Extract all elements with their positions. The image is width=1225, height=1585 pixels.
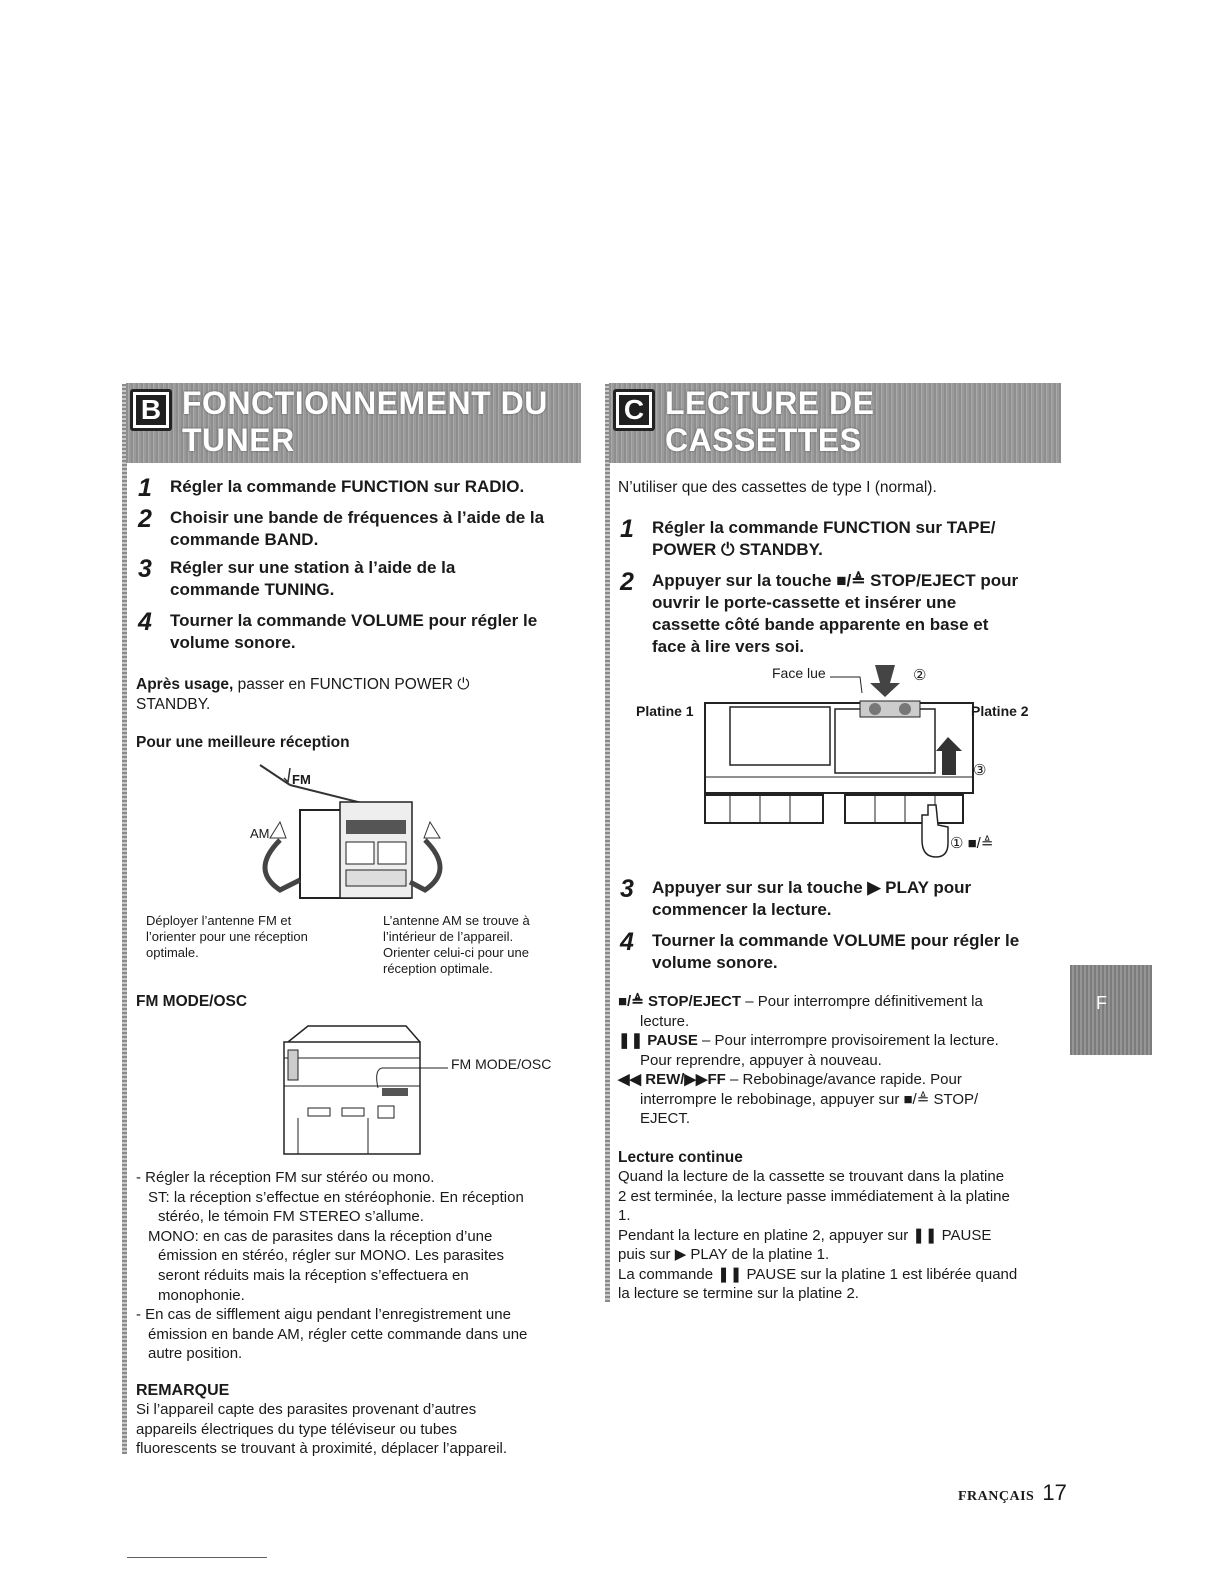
language-side-tab	[1070, 965, 1152, 1055]
step-line: ouvrir le porte-cassette et insérer une	[652, 593, 957, 612]
continue-line: la lecture se termine sur la platine 2.	[618, 1285, 859, 1302]
platine-1-label: Platine 1	[636, 703, 694, 719]
body-line: MONO: en cas de parasites dans la réception d’une	[148, 1227, 493, 1245]
section-letter-badge	[130, 389, 172, 431]
title-line: FONCTIONNEMENT DU	[182, 385, 548, 421]
continue-line: 2 est terminée, la lecture passe immédiatement à la platine	[618, 1187, 1010, 1205]
caption-line: Déployer l’antenne FM et	[146, 913, 292, 928]
body-line: autre position.	[148, 1345, 243, 1363]
after-use-note	[136, 675, 470, 715]
fm-mode-heading: FM MODE/OSC	[136, 993, 248, 1010]
control-name: ❚❚ PAUSE	[618, 1032, 698, 1049]
body-line: - Régler la réception FM sur stéréo ou mono.	[136, 1169, 435, 1186]
section-c-margin-bar	[605, 384, 610, 1302]
title-line: LECTURE DE	[665, 385, 875, 421]
step-number: 1	[620, 515, 634, 543]
body-line: monophonie.	[158, 1286, 245, 1304]
step-text	[170, 557, 455, 601]
step-line: commande TUNING.	[170, 580, 335, 599]
caption-line: l’orienter pour une réception	[146, 929, 308, 944]
am-label: AM	[250, 826, 270, 841]
caption-right	[383, 913, 530, 977]
continue-body	[618, 1167, 1017, 1304]
platine-2-label: Platine 2	[971, 703, 1029, 719]
step-number: 3	[620, 875, 634, 903]
step-line: volume sonore.	[652, 953, 778, 972]
section-letter-badge	[613, 389, 655, 431]
controls-list	[618, 992, 999, 1129]
step-line: POWER ⏻ STANDBY.	[652, 540, 823, 559]
bottom-rule	[127, 1557, 267, 1558]
mark-2: ②	[913, 667, 927, 684]
step-text	[170, 610, 537, 654]
section-b-margin-bar	[122, 384, 127, 1454]
step-text	[170, 476, 524, 500]
after-use-text: passer en FUNCTION POWER ⏻	[233, 676, 470, 693]
step-3	[620, 877, 971, 921]
step-2	[138, 507, 544, 551]
control-desc: – Pour interrompre provisoirement la lecture.	[697, 1032, 999, 1049]
step-line: commencer la lecture.	[652, 900, 832, 919]
step-4	[138, 610, 537, 654]
remarque-body	[136, 1400, 507, 1459]
step-line: cassette côté bande apparente en base et	[652, 615, 989, 634]
page-number: 17	[1042, 1480, 1067, 1505]
step-line: Régler la commande FUNCTION sur RADIO.	[170, 477, 525, 496]
step-text	[652, 570, 1018, 658]
step-number: 4	[620, 928, 634, 956]
step-line: commande BAND.	[170, 530, 319, 549]
section-c-banner	[609, 383, 1061, 463]
side-tab-letter: F	[1096, 993, 1107, 1013]
mark-1: ① ■/≜	[950, 835, 994, 852]
step-text	[652, 517, 996, 561]
continue-heading: Lecture continue	[618, 1149, 743, 1166]
body-line: émission en stéréo, régler sur MONO. Les parasites	[158, 1247, 504, 1265]
control-desc: Pour reprendre, appuyer à nouveau.	[640, 1051, 882, 1069]
control-desc: EJECT.	[640, 1110, 691, 1127]
body-line: stéréo, le témoin FM STEREO s’allume.	[158, 1208, 424, 1226]
rear-panel-illustration	[278, 1022, 443, 1157]
step-text	[170, 507, 544, 551]
step-number: 2	[138, 505, 152, 533]
control-desc: lecture.	[640, 1012, 690, 1030]
step-line: Tourner la commande VOLUME pour régler le	[170, 611, 538, 630]
after-use-text-2: STANDBY.	[136, 696, 211, 713]
caption-line: réception optimale.	[383, 961, 493, 976]
after-use-label: Après usage,	[136, 676, 234, 693]
cassette-deck-illustration	[700, 665, 980, 865]
fm-label: FM	[292, 772, 311, 787]
step-1	[138, 476, 524, 500]
remarque-heading: REMARQUE	[136, 1382, 230, 1399]
step-line: Tourner la commande VOLUME pour régler le	[652, 931, 1020, 950]
section-c-title	[665, 385, 874, 459]
caption-left	[146, 913, 308, 961]
step-line: Régler la commande FUNCTION sur TAPE/	[652, 518, 996, 537]
step-line: volume sonore.	[170, 633, 296, 652]
step-line: Choisir une bande de fréquences à l’aide de la	[170, 508, 545, 527]
reception-heading: Pour une meilleure réception	[136, 734, 350, 751]
step-line: Régler sur une station à l’aide de la	[170, 558, 456, 577]
footer-language: FRANÇAIS	[958, 1489, 1035, 1504]
caption-line: optimale.	[146, 945, 199, 960]
step-line: face à lire vers soi.	[652, 637, 805, 656]
section-letter: B	[136, 395, 166, 425]
cassette-intro: N’utiliser que des cassettes de type I (normal).	[618, 479, 937, 496]
step-4	[620, 930, 1019, 974]
control-desc: interrompre le rebobinage, appuyer sur ■/≜ STOP/	[640, 1090, 979, 1108]
step-text	[652, 877, 971, 921]
continue-line: Quand la lecture de la cassette se trouvant dans la platine	[618, 1168, 1005, 1185]
step-text	[652, 930, 1019, 974]
title-line: CASSETTES	[665, 422, 862, 458]
body-line: seront réduits mais la réception s’effectuera en	[158, 1266, 469, 1284]
step-2	[620, 570, 1018, 658]
step-number: 1	[138, 474, 152, 502]
step-line: Appuyer sur sur la touche ▶ PLAY pour	[652, 878, 972, 897]
section-letter: C	[619, 395, 649, 425]
remarque-line: Si l’appareil capte des parasites provenant d’autres	[136, 1401, 477, 1418]
step-number: 3	[138, 555, 152, 583]
body-line: - En cas de sifflement aigu pendant l’enregistrement une	[136, 1306, 511, 1324]
step-line: Appuyer sur la touche ■/≜ STOP/EJECT pour	[652, 571, 1019, 590]
caption-line: l’intérieur de l’appareil.	[383, 929, 514, 944]
continue-line: Pendant la lecture en platine 2, appuyer sur ❚❚ PAUSE	[618, 1226, 992, 1244]
remarque-line: appareils électriques du type téléviseur ou tubes	[136, 1420, 458, 1438]
section-b-banner	[126, 383, 581, 463]
control-desc: – Pour interrompre définitivement la	[741, 993, 983, 1010]
mark-3: ③	[973, 762, 987, 779]
caption-line: Orienter celui-ci pour une	[383, 945, 529, 960]
section-b-title	[182, 385, 548, 459]
step-3	[138, 557, 455, 601]
continue-line: La commande ❚❚ PAUSE sur la platine 1 est libérée quand	[618, 1265, 1018, 1283]
step-number: 2	[620, 568, 634, 596]
control-name: ◀◀ REW/▶▶FF	[618, 1071, 726, 1088]
face-lue-label: Face lue	[772, 665, 826, 681]
page-footer	[958, 1480, 1067, 1506]
remarque-line: fluorescents se trouvant à proximité, déplacer l’appareil.	[136, 1440, 508, 1457]
fm-mode-callout: FM MODE/OSC	[451, 1056, 552, 1072]
continue-line: 1.	[618, 1207, 631, 1224]
body-line: ST: la réception s’effectue en stéréophonie. En réception	[148, 1188, 524, 1206]
control-desc: – Rebobinage/avance rapide. Pour	[725, 1071, 962, 1088]
step-number: 4	[138, 608, 152, 636]
caption-line: L’antenne AM se trouve à	[383, 913, 530, 928]
fm-mode-body	[136, 1168, 527, 1364]
continue-line: puis sur ▶ PLAY de la platine 1.	[618, 1246, 830, 1263]
step-1	[620, 517, 996, 561]
control-name: ■/≜ STOP/EJECT	[618, 993, 742, 1010]
body-line: émission en bande AM, régler cette commande dans une	[148, 1325, 528, 1343]
title-line: TUNER	[182, 422, 295, 458]
radio-antenna-illustration	[240, 760, 470, 910]
